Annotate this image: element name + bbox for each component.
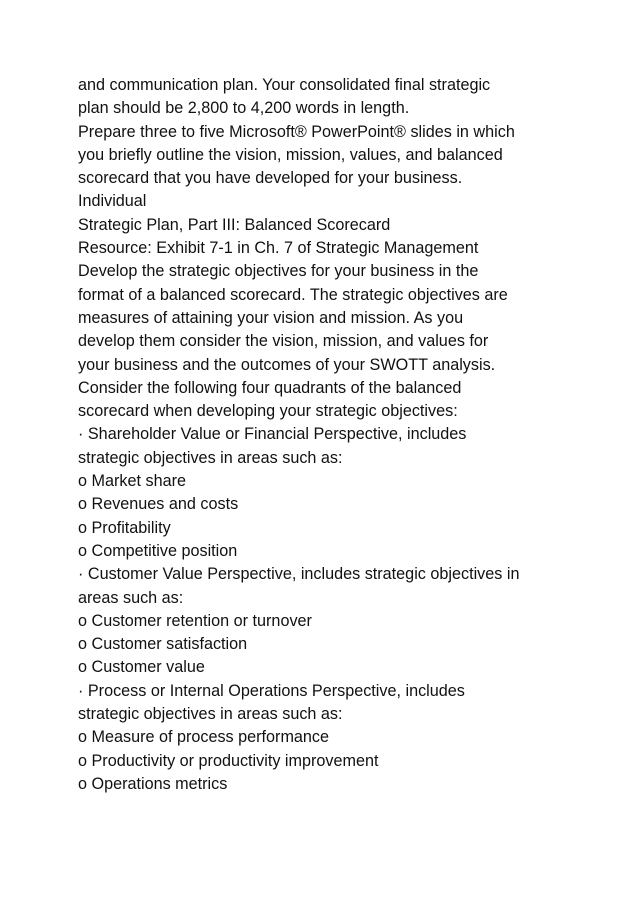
body-line: Consider the following four quadrants of the balanced: [78, 378, 462, 397]
body-line: Develop the strategic objectives for your business in the: [78, 262, 479, 281]
body-line: scorecard that you have developed for your business.: [78, 169, 463, 188]
body-line: you briefly outline the vision, mission, values, and balanced: [78, 145, 503, 164]
sub-list-item: o Customer satisfaction: [78, 635, 248, 654]
resource-line: Resource: Exhibit 7-1 in Ch. 7 of Strategic Management: [78, 239, 479, 258]
body-line: format of a balanced scorecard. The strategic objectives are: [78, 285, 508, 304]
sub-list-item: o Market share: [78, 472, 186, 491]
sub-list-item: o Productivity or productivity improvement: [78, 751, 379, 770]
sub-list-item: o Profitability: [78, 518, 171, 537]
body-line: measures of attaining your vision and mission. As you: [78, 308, 464, 327]
bullet-item: · Process or Internal Operations Perspective, includes: [78, 681, 465, 700]
document-body: [78, 74, 578, 796]
body-line: and communication plan. Your consolidated final strategic: [78, 76, 491, 94]
sub-list-item: o Competitive position: [78, 541, 238, 560]
sub-list-item: o Customer retention or turnover: [78, 611, 312, 630]
sub-list-item: o Operations metrics: [78, 774, 228, 793]
body-line: strategic objectives in areas such as:: [78, 448, 343, 467]
body-line: plan should be 2,800 to 4,200 words in length.: [78, 99, 410, 118]
sub-list-item: o Measure of process performance: [78, 728, 330, 747]
sub-list-item: o Revenues and costs: [78, 495, 239, 514]
body-line: strategic objectives in areas such as:: [78, 705, 343, 724]
section-label: Individual: [78, 192, 147, 211]
body-line: develop them consider the vision, mission, and values for: [78, 332, 489, 351]
body-line: your business and the outcomes of your SWOTT analysis.: [78, 355, 496, 374]
bullet-item: · Customer Value Perspective, includes strategic objectives in: [78, 565, 520, 584]
sub-list-item: o Customer value: [78, 658, 205, 677]
section-heading: Strategic Plan, Part III: Balanced Scorecard: [78, 215, 391, 234]
body-line: areas such as:: [78, 588, 184, 607]
body-line: Prepare three to five Microsoft® PowerPoint® slides in which: [78, 122, 515, 141]
body-line: scorecard when developing your strategic objectives:: [78, 402, 458, 421]
bullet-item: · Shareholder Value or Financial Perspective, includes: [78, 425, 467, 444]
